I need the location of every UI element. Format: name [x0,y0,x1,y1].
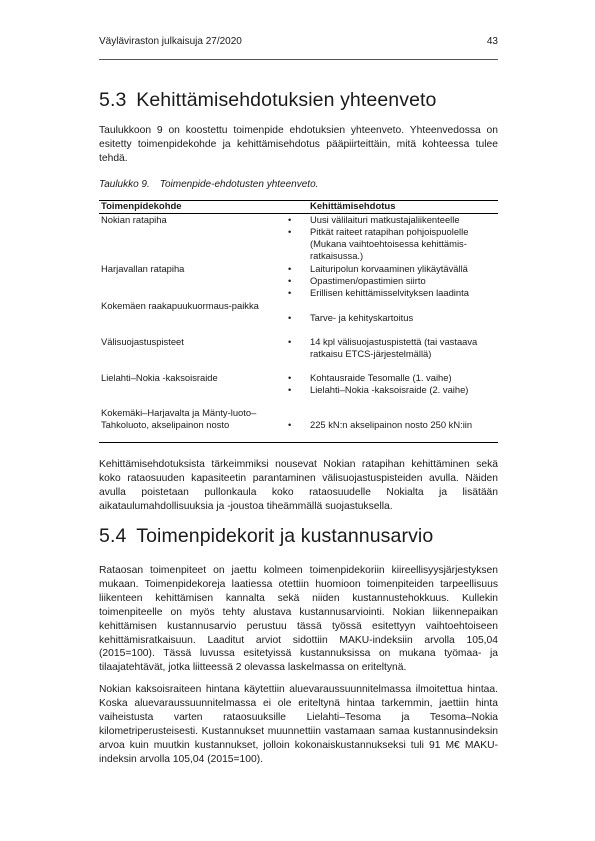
table-caption-title: Toimenpide-ehdotusten yhteenveto. [159,179,319,190]
table-row-target: Kokemäki–Harjavalta ja Mänty-luoto–Tahkoluoto, akselipainon nosto [101,407,257,431]
bullet: • [288,226,292,237]
proposal-text: Uusi välilaituri matkustajaliikenteelle [310,214,460,225]
proposal-text: 14 kpl välisuojastuspistettä (tai vastaava ratkaisu ETCS-järjestelmällä) [310,336,478,360]
table-caption-number: Taulukko 9. [99,179,150,190]
table-row-target: Kokemäen raakapuukuormaus-paikka [101,300,259,311]
proposal-text: Opastimen/opastimien siirto [310,275,426,286]
proposal-text: Erillisen kehittämisselvityksen laadinta [310,287,469,298]
bullet: • [288,372,292,383]
table-row-target: Lielahti–Nokia -kaksoisraide [101,372,218,383]
table-header-proposal: Kehittämisehdotus [310,201,396,212]
page-number: 43 [486,36,498,47]
header-rule [99,59,498,60]
running-header [99,36,498,47]
proposal-text: Kohtausraide Tesomalle (1. vaihe) [310,372,452,383]
bullet: • [288,214,292,225]
bullet: • [288,419,292,430]
bullet: • [288,312,292,323]
table-row-target: Välisuojastuspisteet [101,336,184,347]
bullet: • [288,336,292,347]
table-row-target: Harjavallan ratapiha [101,263,185,274]
table-bottom-rule [99,442,498,443]
section-54-paragraph-1: Rataosan toimenpiteet on jaettu kolmeen toimenpidekoriin kiireellisyysjärjestyksen mukaan. Toimenpidekoreja laatiessa otettiin huomioon toimenpiteiden tarpeellisuus liikenteen kehittämisen kannalta sekä niiden kustannustehokkuus. Kullekin toimenpiteelle on myös tehty alustava kustannusarviointi. Nokian liikennepaikan kehittämisen kustannusarvio perustuu tässä työssä esitettyyn vaihtoehtoiseen kehittämisratkaisuun. Laaditut arviot sidottiin MAKU-indeksiin arvolla 105,04 (2015=100). Tässä luvussa esitetyissä kustannuksissa on mukana työmaa- ja tilaajatehtävät, jotka liitteessä 2 olevassa laskelmassa on eriteltynä. [99,565,498,674]
table-caption [99,179,318,190]
bullet: • [288,275,292,286]
proposal-text: Laituripolun korvaaminen ylikäytävällä [310,263,468,274]
post-table-paragraph: Kehittämisehdotuksista tärkeimmiksi nousevat Nokian ratapihan kehittäminen sekä koko rataosuuden kapasiteetin parantaminen välisuojastuspisteiden avulla. Näiden avulla poistetaan pullonkaula koko rataosuudelle Nokialta ja lisätään aikataulumahdollisuuksia ja -joustoa tiheämmällä suojastuksella. [99,459,498,512]
table-row-target: Nokian ratapiha [101,214,167,225]
proposal-text: 225 kN:n akselipainon nosto 250 kN:iin [310,419,473,430]
section-54-paragraph-2: Nokian kaksoisraiteen hintana käytettiin aluevaraussuunnitelmassa ilmoitettua hintaa. Koska aluevaraussuunnitelmassa ei ole eriteltynä hintaa tarkemmin, jaettiin hinta vaiheistusta varten rataosuuksille Lielahti–Tesoma ja Tesoma–Nokia kilometriperusteisesti. Kustannukset muunnettiin vastamaan samaa kustannusindeksin arvoa kuin muutkin kustannukset, jolloin kokonaiskustannukseksi tuli 91 M€ MAKU-indeksin arvolla 105,04 (2015=100). [99,684,498,765]
publication-title: Väyläviraston julkaisuja 27/2020 [99,36,242,47]
section-heading-5-3: 5.3 Kehittämisehdotuksien yhteenveto [99,89,437,111]
proposal-text: Lielahti–Nokia -kaksoisraide (2. vaihe) [310,384,469,395]
section-intro-paragraph: Taulukkoon 9 on koostettu toimenpide ehdotuksien yhteenveto. Yhteenvedossa on esitetty toimenpidekohde ja kehittämisehdotus pääpiirteittäin, mitä kohteessa tulee tehdä. [99,125,498,164]
table-header-target: Toimenpidekohde [101,201,182,212]
section-heading-5-4: 5.4 Toimenpidekorit ja kustannusarvio [99,525,434,547]
proposal-text: Tarve- ja kehityskartoitus [310,312,414,323]
proposal-text: Pitkät raiteet ratapihan pohjoispuolelle (Mukana vaihtoehtoisessa kehittämis-ratkaisussa.) [310,226,469,262]
bullet: • [288,384,292,395]
bullet: • [288,263,292,274]
bullet: • [288,287,292,298]
